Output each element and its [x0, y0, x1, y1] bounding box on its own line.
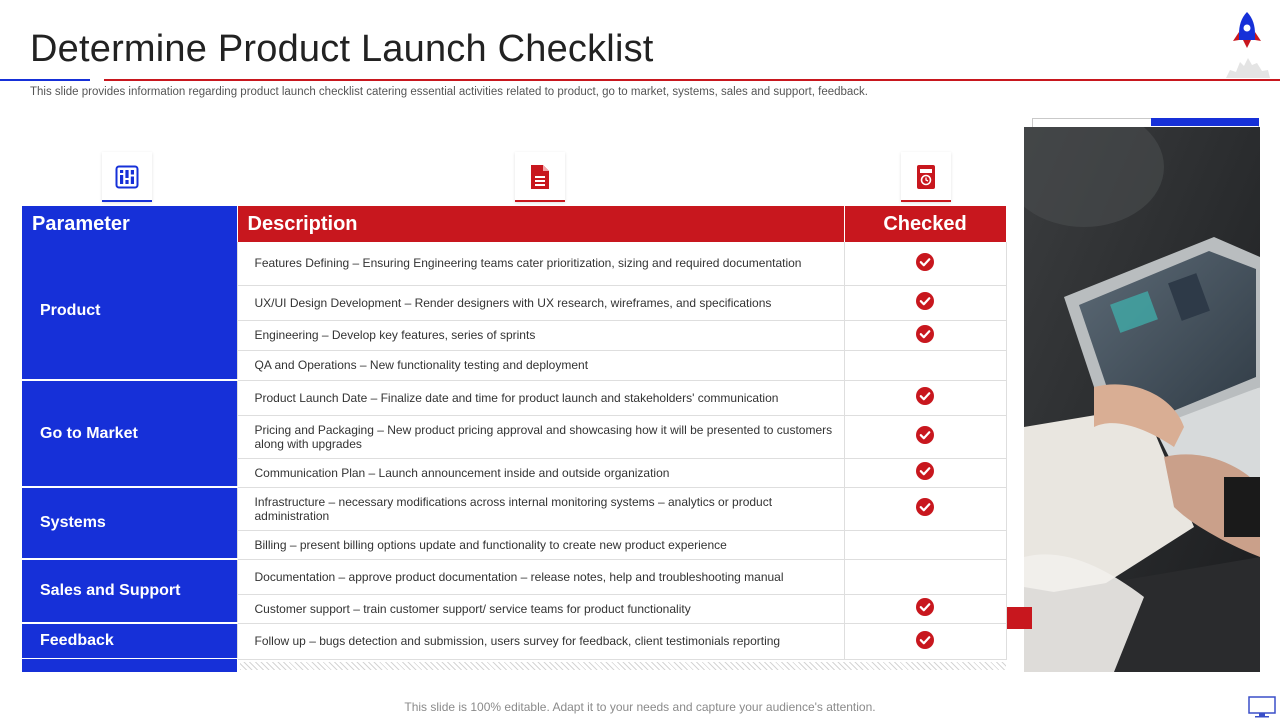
checked-cell [844, 458, 1006, 487]
check-circle-icon [916, 299, 934, 313]
table-row [22, 487, 1006, 530]
description-cell: Communication Plan – Launch announcement inside and outside organization [237, 458, 844, 487]
control-panel-icon [102, 152, 152, 202]
footer-note: This slide is 100% editable. Adapt it to your needs and capture your audience's attention. [404, 700, 876, 714]
check-circle-icon [916, 260, 934, 274]
checked-cell [844, 415, 1006, 458]
laptop-photo [1024, 127, 1260, 672]
parameter-cell: Sales and Support [22, 559, 237, 623]
check-circle-icon [916, 332, 934, 346]
check-circle-icon [916, 638, 934, 652]
parameter-cell: Feedback [22, 623, 237, 659]
checked-cell [844, 487, 1006, 530]
parameter-cell: Systems [22, 487, 237, 559]
check-circle-icon [916, 505, 934, 519]
header-description: Description [237, 206, 844, 242]
description-cell: Infrastructure – necessary modifications across internal monitoring systems – analytics or product administration [237, 487, 844, 530]
clipboard-icon [901, 152, 951, 202]
table-row [22, 380, 1006, 415]
description-cell: Features Defining – Ensuring Engineering teams cater prioritization, sizing and required documentation [237, 242, 844, 285]
header-parameter: Parameter [22, 206, 237, 242]
photo-panel [1024, 118, 1260, 672]
table-row [22, 623, 1006, 659]
title-rule-blue [0, 79, 90, 81]
checked-cell [844, 285, 1006, 320]
table-footer-hatch [240, 662, 1006, 670]
description-cell: Billing – present billing options update and functionality to create new product experience [237, 530, 844, 559]
checked-cell [844, 380, 1006, 415]
table-row [22, 242, 1006, 285]
checked-cell [844, 530, 1006, 559]
monitor-icon [1248, 696, 1276, 718]
check-circle-icon [916, 394, 934, 408]
checked-cell [844, 320, 1006, 350]
description-cell: Pricing and Packaging – New product pricing approval and showcasing how it will be presented to customers along with upgrades [237, 415, 844, 458]
title-rule-red [104, 79, 1280, 81]
parameter-cell: Product [22, 242, 237, 380]
red-accent-square [1007, 607, 1032, 629]
check-circle-icon [916, 605, 934, 619]
description-cell: Follow up – bugs detection and submission, users survey for feedback, client testimonials reporting [237, 623, 844, 659]
rocket-logo-icon [1222, 8, 1272, 80]
description-cell: QA and Operations – New functionality testing and deployment [237, 350, 844, 380]
description-cell: Product Launch Date – Finalize date and time for product launch and stakeholders' communication [237, 380, 844, 415]
page-subtitle: This slide provides information regarding product launch checklist catering essential activities related to product, go to market, systems, sales and support, feedback. [30, 86, 869, 98]
checklist-table [22, 206, 1007, 660]
photo-accent-bar [1151, 118, 1259, 126]
document-icon [515, 152, 565, 202]
page-title: Determine Product Launch Checklist [30, 28, 654, 70]
table-row [22, 559, 1006, 594]
description-cell: Customer support – train customer support/ service teams for product functionality [237, 594, 844, 623]
check-circle-icon [916, 433, 934, 447]
checked-cell [844, 350, 1006, 380]
table-footer-blue [22, 659, 237, 672]
check-circle-icon [916, 469, 934, 483]
table-header-row [22, 206, 1006, 242]
parameter-cell: Go to Market [22, 380, 237, 487]
header-checked: Checked [844, 206, 1006, 242]
checked-cell [844, 623, 1006, 659]
description-cell: UX/UI Design Development – Render designers with UX research, wireframes, and specifications [237, 285, 844, 320]
description-cell: Engineering – Develop key features, series of sprints [237, 320, 844, 350]
checked-cell [844, 242, 1006, 285]
checked-cell [844, 559, 1006, 594]
checked-cell [844, 594, 1006, 623]
description-cell: Documentation – approve product documentation – release notes, help and troubleshooting manual [237, 559, 844, 594]
